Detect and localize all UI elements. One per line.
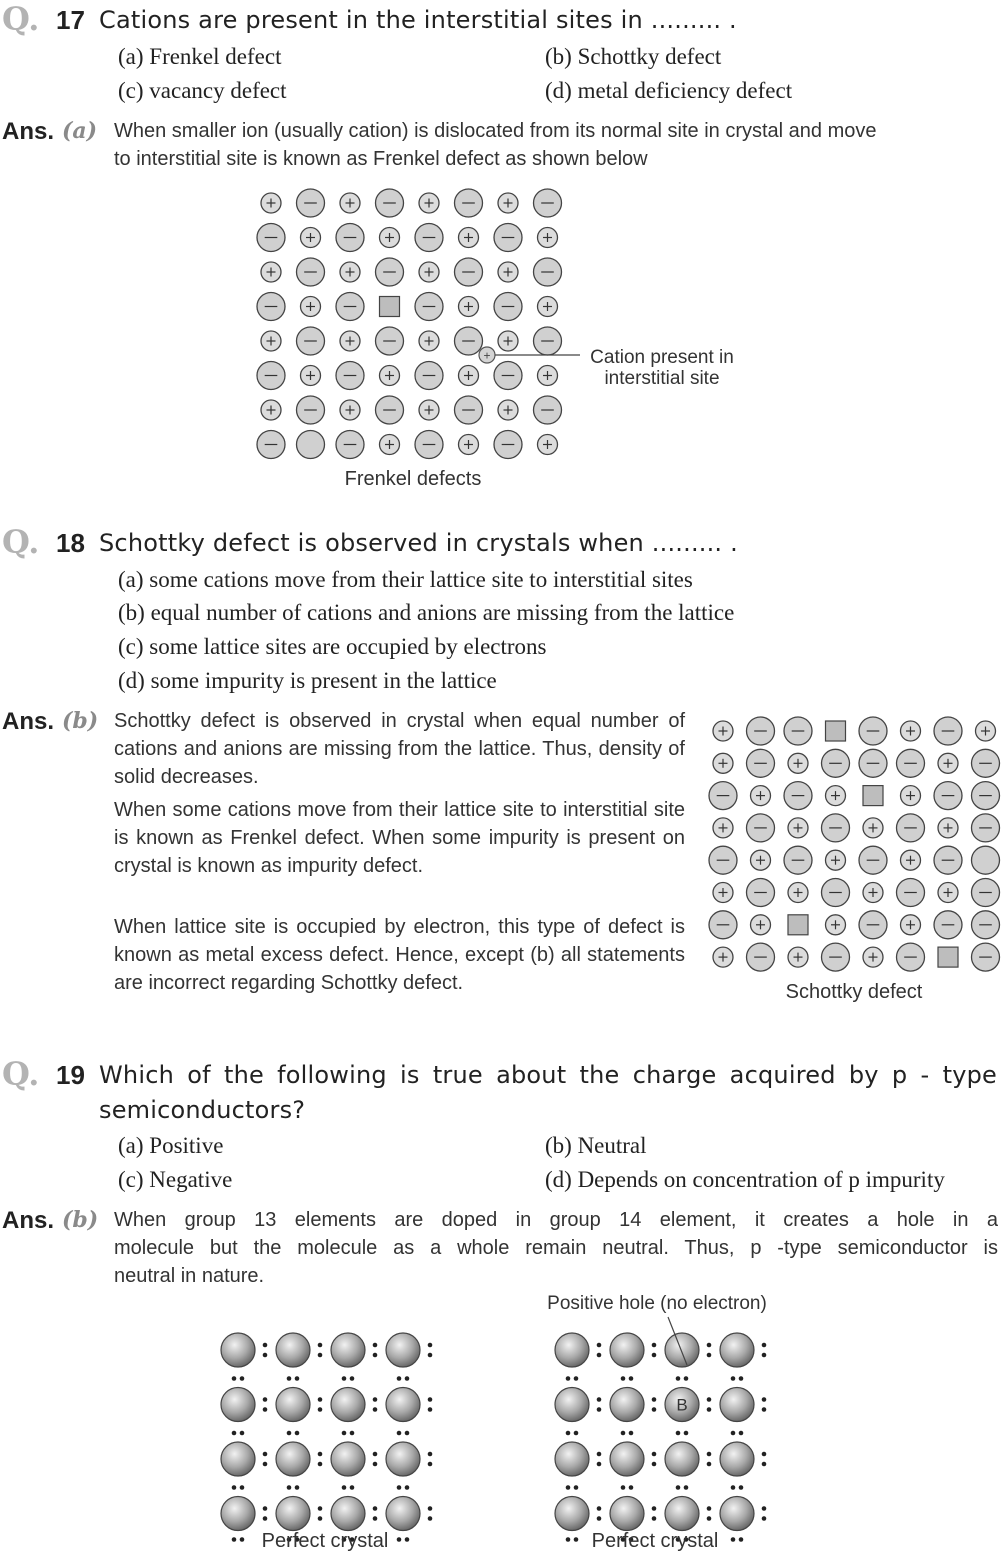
electron-dot <box>652 1462 657 1467</box>
answer-line: to interstitial site is known as Frenkel defect as shown below <box>114 148 648 170</box>
electron-dot <box>263 1462 268 1467</box>
question-marker: Q. <box>2 1055 40 1093</box>
silicon-atom <box>665 1497 699 1531</box>
electron-dot <box>707 1506 712 1511</box>
electron-dot <box>428 1516 433 1521</box>
electron-dot <box>287 1376 292 1381</box>
electron-dot <box>621 1376 626 1381</box>
electron-dot <box>762 1506 767 1511</box>
electron-dot <box>318 1407 323 1412</box>
electron-dot <box>318 1516 323 1521</box>
electron-dot <box>597 1407 602 1412</box>
electron-dot <box>762 1343 767 1348</box>
option-c: (c) some lattice sites are occupied by electrons <box>118 634 547 659</box>
electron-dot <box>652 1353 657 1358</box>
electron-dot <box>652 1343 657 1348</box>
answer-line: neutral in nature. <box>114 1265 265 1287</box>
option-d: (d) Depends on concentration of p impurity <box>545 1167 945 1192</box>
electron-dot <box>652 1397 657 1402</box>
vacancy-site <box>788 915 808 935</box>
electron-dot <box>240 1537 245 1542</box>
electron-dot <box>707 1353 712 1358</box>
option-b: (b) Schottky defect <box>545 44 722 69</box>
electron-dot <box>684 1431 689 1436</box>
electron-dot <box>373 1452 378 1457</box>
electron-dot <box>373 1462 378 1467</box>
dopant-label: B <box>676 1395 688 1415</box>
question-text: semiconductors? <box>99 1096 306 1124</box>
electron-dot <box>731 1431 736 1436</box>
silicon-atom <box>720 1333 754 1367</box>
option-a: (a) Positive <box>118 1133 224 1158</box>
electron-dot <box>652 1452 657 1457</box>
electron-dot <box>287 1431 292 1436</box>
silicon-atom <box>555 1497 589 1531</box>
electron-dot <box>350 1376 355 1381</box>
figure-caption: Perfect crystal <box>261 1530 389 1552</box>
electron-dot <box>263 1506 268 1511</box>
question-text: Cations are present in the interstitial sites in ......... . <box>99 6 737 34</box>
question-text: Which of the following is true about the charge acquired by p - type <box>99 1061 997 1089</box>
silicon-atom <box>610 1388 644 1422</box>
option-c: (c) Negative <box>118 1167 233 1192</box>
electron-dot <box>397 1485 402 1490</box>
electron-dot <box>397 1537 402 1542</box>
answer-paragraph: When lattice site is occupied by electron, this type of defect is known as metal excess defect. Hence, except (b) all statements are incorrect regarding Schottky defect. <box>114 916 685 994</box>
annotation-label: interstitial site <box>604 368 720 389</box>
electron-dot <box>597 1452 602 1457</box>
electron-dot <box>684 1485 689 1490</box>
electron-dot <box>739 1376 744 1381</box>
figure-caption: Frenkel defects <box>344 468 482 490</box>
electron-dot <box>428 1452 433 1457</box>
electron-dot <box>405 1431 410 1436</box>
electron-dot <box>676 1431 681 1436</box>
electron-dot <box>707 1343 712 1348</box>
electron-dot <box>597 1516 602 1521</box>
question-number: 17 <box>56 5 85 35</box>
electron-dot <box>574 1376 579 1381</box>
silicon-atom <box>610 1442 644 1476</box>
electron-dot <box>652 1516 657 1521</box>
electron-dot <box>428 1353 433 1358</box>
electron-dot <box>428 1462 433 1467</box>
electron-dot <box>731 1376 736 1381</box>
answer-label: Ans. <box>2 708 55 735</box>
vacancy-site <box>826 721 846 741</box>
silicon-atom <box>331 1388 365 1422</box>
answer-letter: (a) <box>62 118 98 144</box>
electron-dot <box>373 1343 378 1348</box>
silicon-atom <box>665 1333 699 1367</box>
electron-dot <box>373 1353 378 1358</box>
electron-dot <box>263 1516 268 1521</box>
answer-line: When group 13 elements are doped in group 14 element, it creates a hole in a <box>114 1209 998 1231</box>
question-text: Schottky defect is observed in crystals when ......... . <box>99 529 738 557</box>
electron-dot <box>240 1485 245 1490</box>
answer-paragraph: When some cations move from their lattice site to interstitial site is known as Frenkel defect. When some impurity is present on crystal is known as impurity defect. <box>114 799 685 877</box>
electron-dot <box>629 1485 634 1490</box>
electron-dot <box>621 1431 626 1436</box>
electron-dot <box>707 1462 712 1467</box>
question-marker: Q. <box>2 0 40 38</box>
electron-dot <box>566 1431 571 1436</box>
option-c: (c) vacancy defect <box>118 78 287 103</box>
electron-dot <box>597 1462 602 1467</box>
answer-paragraph: Schottky defect is observed in crystal when equal number of cations and anions are missing from the lattice. Thus, density of solid decreases. <box>114 710 685 788</box>
silicon-atom <box>386 1442 420 1476</box>
silicon-atom <box>221 1497 255 1531</box>
silicon-atom <box>610 1333 644 1367</box>
frenkel-defect-figure <box>240 180 780 500</box>
silicon-atom <box>386 1388 420 1422</box>
electron-dot <box>318 1452 323 1457</box>
option-b: (b) Neutral <box>545 1133 647 1158</box>
p-type-crystal-lattice <box>555 1333 766 1542</box>
silicon-atom <box>555 1333 589 1367</box>
electron-dot <box>629 1431 634 1436</box>
electron-dot <box>405 1485 410 1490</box>
interstitial-cation-sign: + <box>483 348 491 363</box>
electron-dot <box>350 1431 355 1436</box>
electron-dot <box>428 1343 433 1348</box>
option-b: (b) equal number of cations and anions are missing from the lattice <box>118 600 735 625</box>
electron-dot <box>397 1376 402 1381</box>
silicon-atom <box>331 1497 365 1531</box>
anion-site <box>972 846 1000 874</box>
electron-dot <box>707 1516 712 1521</box>
electron-dot <box>574 1431 579 1436</box>
silicon-atom <box>276 1333 310 1367</box>
electron-dot <box>263 1353 268 1358</box>
silicon-atom <box>221 1388 255 1422</box>
electron-dot <box>731 1485 736 1490</box>
silicon-atom <box>720 1388 754 1422</box>
silicon-atom <box>276 1497 310 1531</box>
answer-label: Ans. <box>2 1207 55 1234</box>
electron-dot <box>574 1485 579 1490</box>
silicon-atom <box>331 1442 365 1476</box>
electron-dot <box>676 1376 681 1381</box>
electron-dot <box>739 1431 744 1436</box>
question-marker: Q. <box>2 523 40 561</box>
electron-dot <box>566 1376 571 1381</box>
electron-dot <box>707 1397 712 1402</box>
vacancy-site <box>380 297 400 317</box>
electron-dot <box>629 1376 634 1381</box>
electron-dot <box>428 1407 433 1412</box>
answer-letter: (b) <box>62 1207 99 1233</box>
electron-dot <box>739 1537 744 1542</box>
electron-dot <box>295 1431 300 1436</box>
electron-dot <box>428 1397 433 1402</box>
electron-dot <box>652 1506 657 1511</box>
silicon-atom <box>221 1442 255 1476</box>
electron-dot <box>240 1376 245 1381</box>
electron-dot <box>597 1506 602 1511</box>
silicon-atom <box>331 1333 365 1367</box>
electron-dot <box>676 1485 681 1490</box>
silicon-atom <box>386 1497 420 1531</box>
electron-dot <box>405 1537 410 1542</box>
electron-dot <box>574 1537 579 1542</box>
silicon-atom <box>386 1333 420 1367</box>
electron-dot <box>232 1537 237 1542</box>
answer-line: molecule but the molecule as a whole remain neutral. Thus, p -type semiconductor is <box>114 1237 998 1259</box>
electron-dot <box>263 1452 268 1457</box>
electron-dot <box>295 1376 300 1381</box>
silicon-atom <box>555 1442 589 1476</box>
electron-dot <box>731 1537 736 1542</box>
silicon-atom <box>555 1388 589 1422</box>
electron-dot <box>342 1376 347 1381</box>
vacancy-site <box>863 786 883 806</box>
option-d: (d) metal deficiency defect <box>545 78 793 103</box>
electron-dot <box>762 1353 767 1358</box>
electron-dot <box>762 1452 767 1457</box>
electron-dot <box>428 1506 433 1511</box>
electron-dot <box>707 1407 712 1412</box>
electron-dot <box>652 1407 657 1412</box>
silicon-atom <box>665 1442 699 1476</box>
electron-dot <box>263 1343 268 1348</box>
ion-lattice <box>257 189 562 459</box>
answer-letter: (b) <box>62 708 99 734</box>
electron-dot <box>566 1537 571 1542</box>
perfect-crystal-lattice <box>221 1333 432 1542</box>
electron-dot <box>350 1485 355 1490</box>
electron-dot <box>762 1407 767 1412</box>
option-a: (a) some cations move from their lattice site to interstitial sites <box>118 567 693 592</box>
silicon-atom <box>720 1442 754 1476</box>
question-number: 19 <box>56 1060 85 1090</box>
electron-dot <box>263 1407 268 1412</box>
electron-dot <box>405 1376 410 1381</box>
electron-dot <box>373 1397 378 1402</box>
electron-dot <box>707 1452 712 1457</box>
option-d: (d) some impurity is present in the lattice <box>118 668 497 693</box>
electron-dot <box>373 1516 378 1521</box>
electron-dot <box>684 1376 689 1381</box>
silicon-atom <box>221 1333 255 1367</box>
ion-lattice <box>709 717 1000 971</box>
silicon-atom <box>720 1497 754 1531</box>
electron-dot <box>318 1462 323 1467</box>
electron-dot <box>318 1506 323 1511</box>
electron-dot <box>342 1485 347 1490</box>
electron-dot <box>373 1506 378 1511</box>
electron-dot <box>342 1431 347 1436</box>
electron-dot <box>287 1485 292 1490</box>
electron-dot <box>621 1485 626 1490</box>
figure-caption: Perfect crystal <box>591 1530 719 1552</box>
vacancy-site <box>938 947 958 967</box>
electron-dot <box>597 1353 602 1358</box>
electron-dot <box>318 1353 323 1358</box>
option-a: (a) Frenkel defect <box>118 44 282 69</box>
electron-dot <box>762 1397 767 1402</box>
electron-dot <box>397 1431 402 1436</box>
electron-dot <box>295 1485 300 1490</box>
electron-dot <box>597 1397 602 1402</box>
electron-dot <box>318 1343 323 1348</box>
hole-label: Positive hole (no electron) <box>547 1293 767 1314</box>
electron-dot <box>232 1376 237 1381</box>
anion-site <box>297 431 325 459</box>
answer-label: Ans. <box>2 118 55 145</box>
electron-dot <box>263 1397 268 1402</box>
figure-caption: Schottky defect <box>785 981 923 1003</box>
electron-dot <box>318 1397 323 1402</box>
electron-dot <box>566 1485 571 1490</box>
electron-dot <box>762 1516 767 1521</box>
electron-dot <box>240 1431 245 1436</box>
semiconductor-figure <box>200 1285 800 1554</box>
question-number: 18 <box>56 528 85 558</box>
electron-dot <box>373 1407 378 1412</box>
annotation-label: Cation present in <box>590 347 734 368</box>
silicon-atom <box>276 1442 310 1476</box>
electron-dot <box>762 1462 767 1467</box>
answer-line: When smaller ion (usually cation) is dislocated from its normal site in crystal and move <box>114 120 877 142</box>
electron-dot <box>232 1485 237 1490</box>
silicon-atom <box>276 1388 310 1422</box>
electron-dot <box>232 1431 237 1436</box>
schottky-defect-figure <box>700 710 1001 1010</box>
silicon-atom <box>610 1497 644 1531</box>
electron-dot <box>597 1343 602 1348</box>
electron-dot <box>739 1485 744 1490</box>
